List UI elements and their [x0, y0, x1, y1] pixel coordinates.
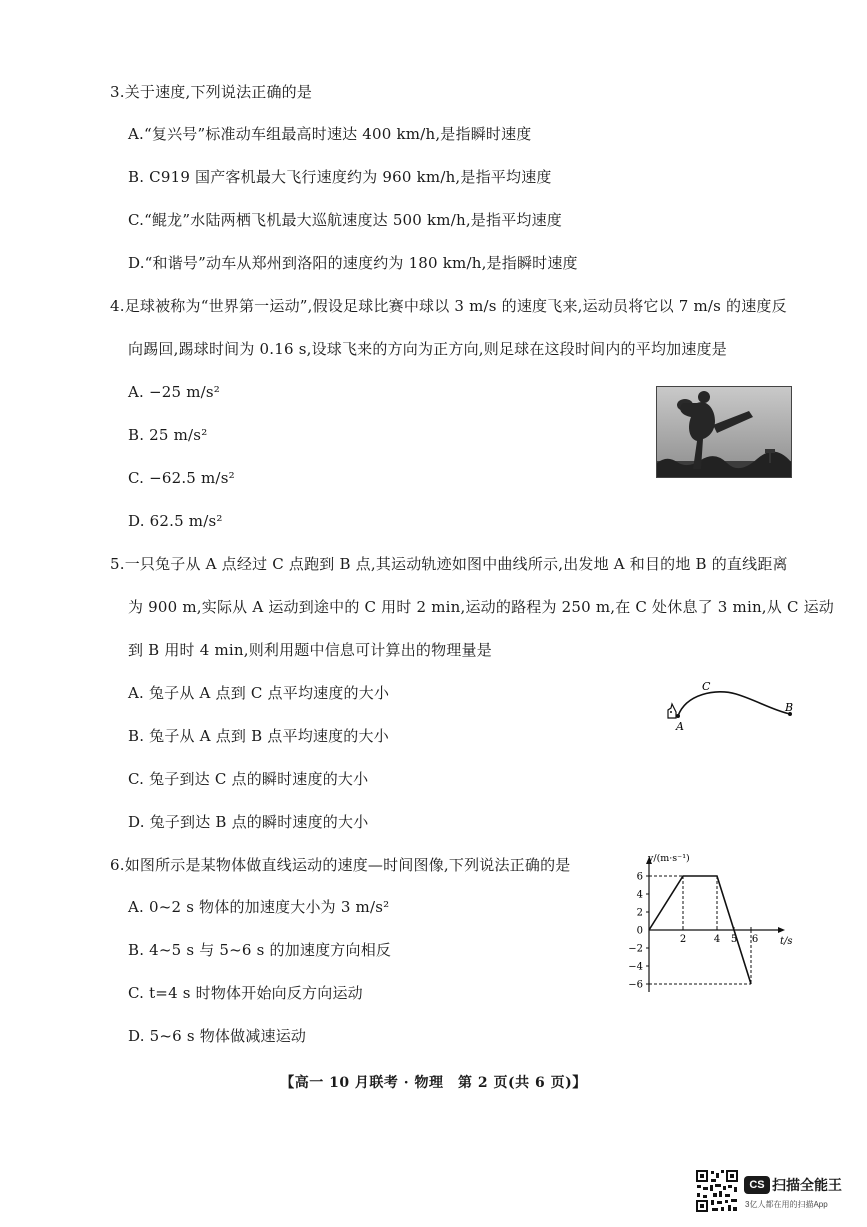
q6-option-d: D. 5~6 s 物体做减速运动 — [128, 1027, 307, 1045]
y-tick-label: 6 — [636, 871, 643, 883]
x-tick-label: 5 — [730, 934, 738, 945]
x-tick-label: 6 — [751, 934, 759, 945]
rabbit-icon — [668, 704, 676, 718]
x-tick-label: 2 — [679, 934, 687, 945]
q4-stem-line-1: 4.足球被称为“世界第一运动”,假设足球比赛中球以 3 m/s 的速度飞来,运动员将它以 7 m/s 的速度反 — [110, 297, 787, 315]
q3-option-c: C.“鲲龙”水陆两栖飞机最大巡航速度达 500 km/h,是指平均速度 — [128, 211, 563, 229]
q5-stem-line-3: 到 B 用时 4 min,则利用题中信息可计算出的物理量是 — [128, 641, 492, 659]
q6-stem: 6.如图所示是某物体做直线运动的速度—时间图像,下列说法正确的是 — [110, 856, 571, 874]
x-tick-label: 4 — [713, 934, 721, 945]
point-c-label: C — [702, 680, 711, 693]
camscanner-name: 扫描全能王 — [772, 1177, 842, 1193]
qr-code — [695, 1169, 739, 1213]
q3-option-d: D.“和谐号”动车从郑州到洛阳的速度约为 180 km/h,是指瞬时速度 — [128, 254, 578, 272]
q5-option-b: B. 兔子从 A 点到 B 点平均速度的大小 — [128, 727, 389, 745]
rabbit-trajectory-figure — [652, 678, 802, 734]
q5-stem-line-1: 5.一只兔子从 A 点经过 C 点跑到 B 点,其运动轨迹如图中曲线所示,出发地 A 和目的地 B 的直线距离 — [110, 555, 788, 573]
y-tick-label: −6 — [628, 979, 643, 991]
q6-option-c: C. t=4 s 时物体开始向反方向运动 — [128, 984, 363, 1002]
point-a-label: A — [676, 720, 684, 733]
x-axis-arrow — [778, 927, 785, 933]
y-tick-label: 4 — [636, 889, 643, 901]
x-axis-label: t/s — [780, 936, 793, 947]
velocity-time-graph — [622, 850, 797, 1000]
point-b-label: B — [785, 701, 794, 714]
q3-option-b: B. C919 国产客机最大飞行速度约为 960 km/h,是指平均速度 — [128, 168, 552, 186]
y-tick-label: −4 — [628, 961, 643, 973]
y-tick-label: −2 — [628, 943, 643, 955]
q4-stem-line-2: 向踢回,踢球时间为 0.16 s,设球飞来的方向为正方向,则足球在这段时间内的平均加速度是 — [128, 340, 727, 358]
q6-option-b: B. 4~5 s 与 5~6 s 的加速度方向相反 — [128, 941, 392, 959]
y-tick-label: 0 — [636, 925, 643, 937]
q4-option-a: A. −25 m/s² — [128, 383, 220, 401]
q5-stem-line-2: 为 900 m,实际从 A 运动到途中的 C 用时 2 min,运动的路程为 250 m,在 C 处休息了 3 min,从 C 运动 — [128, 598, 834, 616]
q3-option-a: A.“复兴号”标准动车组最高时速达 400 km/h,是指瞬时速度 — [128, 125, 532, 143]
q5-option-a: A. 兔子从 A 点到 C 点平均速度的大小 — [128, 684, 390, 702]
page-footer: 【高一 10 月联考 · 物理 第 2 页(共 6 页)】 — [280, 1075, 587, 1091]
q4-option-d: D. 62.5 m/s² — [128, 512, 223, 530]
camscanner-logo-icon: CS — [744, 1176, 770, 1194]
q4-option-b: B. 25 m/s² — [128, 426, 208, 444]
q5-option-c: C. 兔子到达 C 点的瞬时速度的大小 — [128, 770, 369, 788]
camscanner-tagline: 3亿人都在用的扫描App — [745, 1200, 828, 1209]
y-axis-label: v/(m·s⁻¹) — [648, 853, 690, 864]
y-tick-label: 2 — [636, 907, 643, 919]
q3-stem: 3.关于速度,下列说法正确的是 — [110, 83, 313, 101]
football-player-photo — [656, 386, 792, 478]
q4-option-c: C. −62.5 m/s² — [128, 469, 235, 487]
q6-option-a: A. 0~2 s 物体的加速度大小为 3 m/s² — [128, 898, 390, 916]
q5-option-d: D. 兔子到达 B 点的瞬时速度的大小 — [128, 813, 369, 831]
